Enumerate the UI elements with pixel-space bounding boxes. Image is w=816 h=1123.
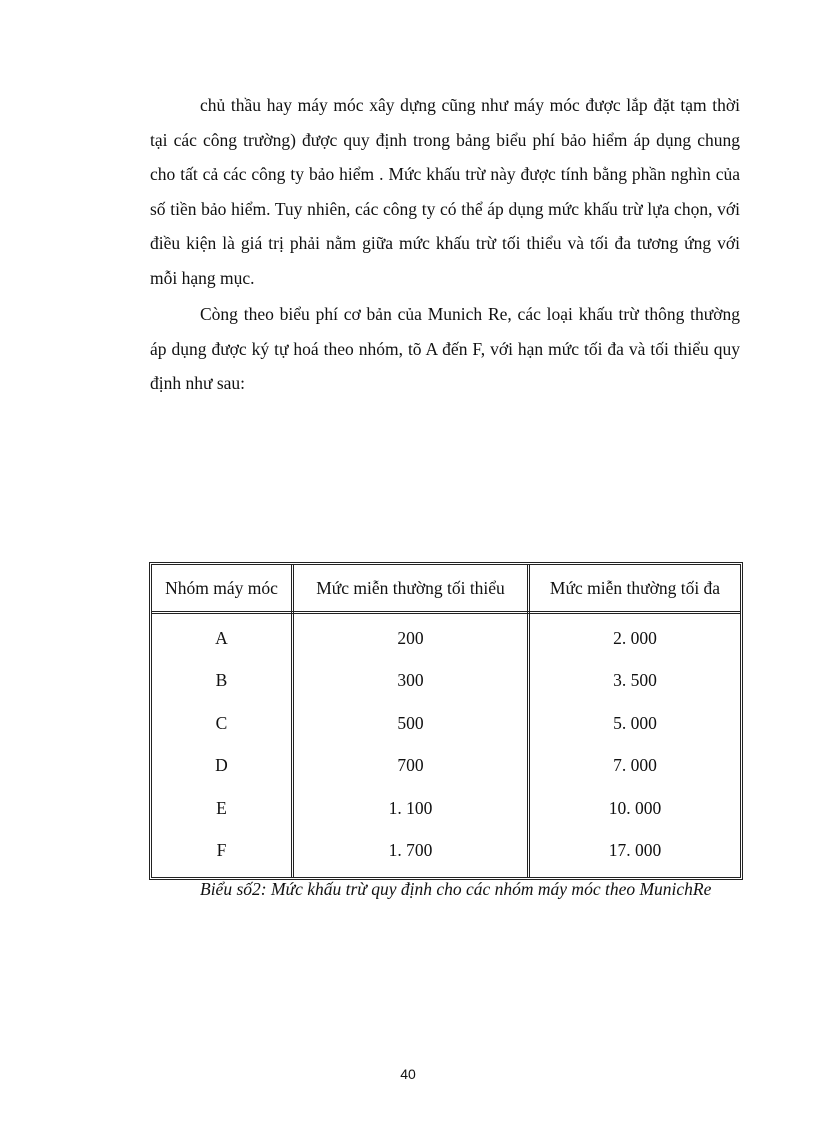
table-row xyxy=(152,702,740,745)
cell-max: 5. 000 xyxy=(613,712,657,733)
cell-min: 200 xyxy=(293,613,529,660)
page-number: 40 xyxy=(400,1066,416,1082)
cell-min: 500 xyxy=(293,702,529,745)
cell-group: F xyxy=(152,830,293,878)
table-row xyxy=(152,830,740,878)
cell-min: 1. 700 xyxy=(293,830,529,878)
cell-group: D xyxy=(152,745,293,788)
table-row xyxy=(152,787,740,830)
cell-group: C xyxy=(152,702,293,745)
cell-max: 10. 000 xyxy=(608,797,662,818)
cell-max: 7. 000 xyxy=(613,755,657,776)
cell-group: A xyxy=(152,613,293,660)
table-row xyxy=(152,660,740,703)
table-row xyxy=(152,613,740,660)
body-paragraph-2: Còng theo biểu phí cơ bản của Munich Re, các loại khấu trừ thông thường áp dụng được ký tự hoá theo nhóm, tõ A đến F, với hạn mức tối đa và tối thiểu quy định như sau: xyxy=(150,304,740,393)
cell-max: 3. 500 xyxy=(613,670,657,691)
table-row xyxy=(152,745,740,788)
cell-min: 1. 100 xyxy=(293,787,529,830)
deductible-table xyxy=(149,562,743,880)
header-min-deductible: Mức miễn thường tối thiểu xyxy=(293,565,529,613)
cell-max: 17. 000 xyxy=(608,840,662,861)
cell-group: B xyxy=(152,660,293,703)
cell-min: 300 xyxy=(293,660,529,703)
cell-group: E xyxy=(152,787,293,830)
header-max-deductible: Mức miễn thường tối đa xyxy=(529,565,741,613)
cell-max: 2. 000 xyxy=(613,627,657,648)
table-header-row xyxy=(152,565,740,613)
cell-min: 700 xyxy=(293,745,529,788)
table-caption: Biểu số2: Mức khấu trừ quy định cho các nhóm máy móc theo MunichRe xyxy=(200,879,712,899)
body-paragraph-1: chủ thầu hay máy móc xây dựng cũng như máy móc được lắp đặt tạm thời tại các công trường) được quy định trong bảng biểu phí bảo hiểm áp dụng chung cho tất cả các công ty bảo hiểm . Mức khấu trừ này được tính bằng phần nghìn của số tiền bảo hiểm. Tuy nhiên, các công ty có thể áp dụng mức khấu trừ lựa chọn, với điều kiện là giá trị phải nằm giữa mức khấu trừ tối thiểu và tối đa tương ứng với mỗi hạng mục. xyxy=(150,95,740,288)
header-machine-group: Nhóm máy móc xyxy=(152,565,293,613)
